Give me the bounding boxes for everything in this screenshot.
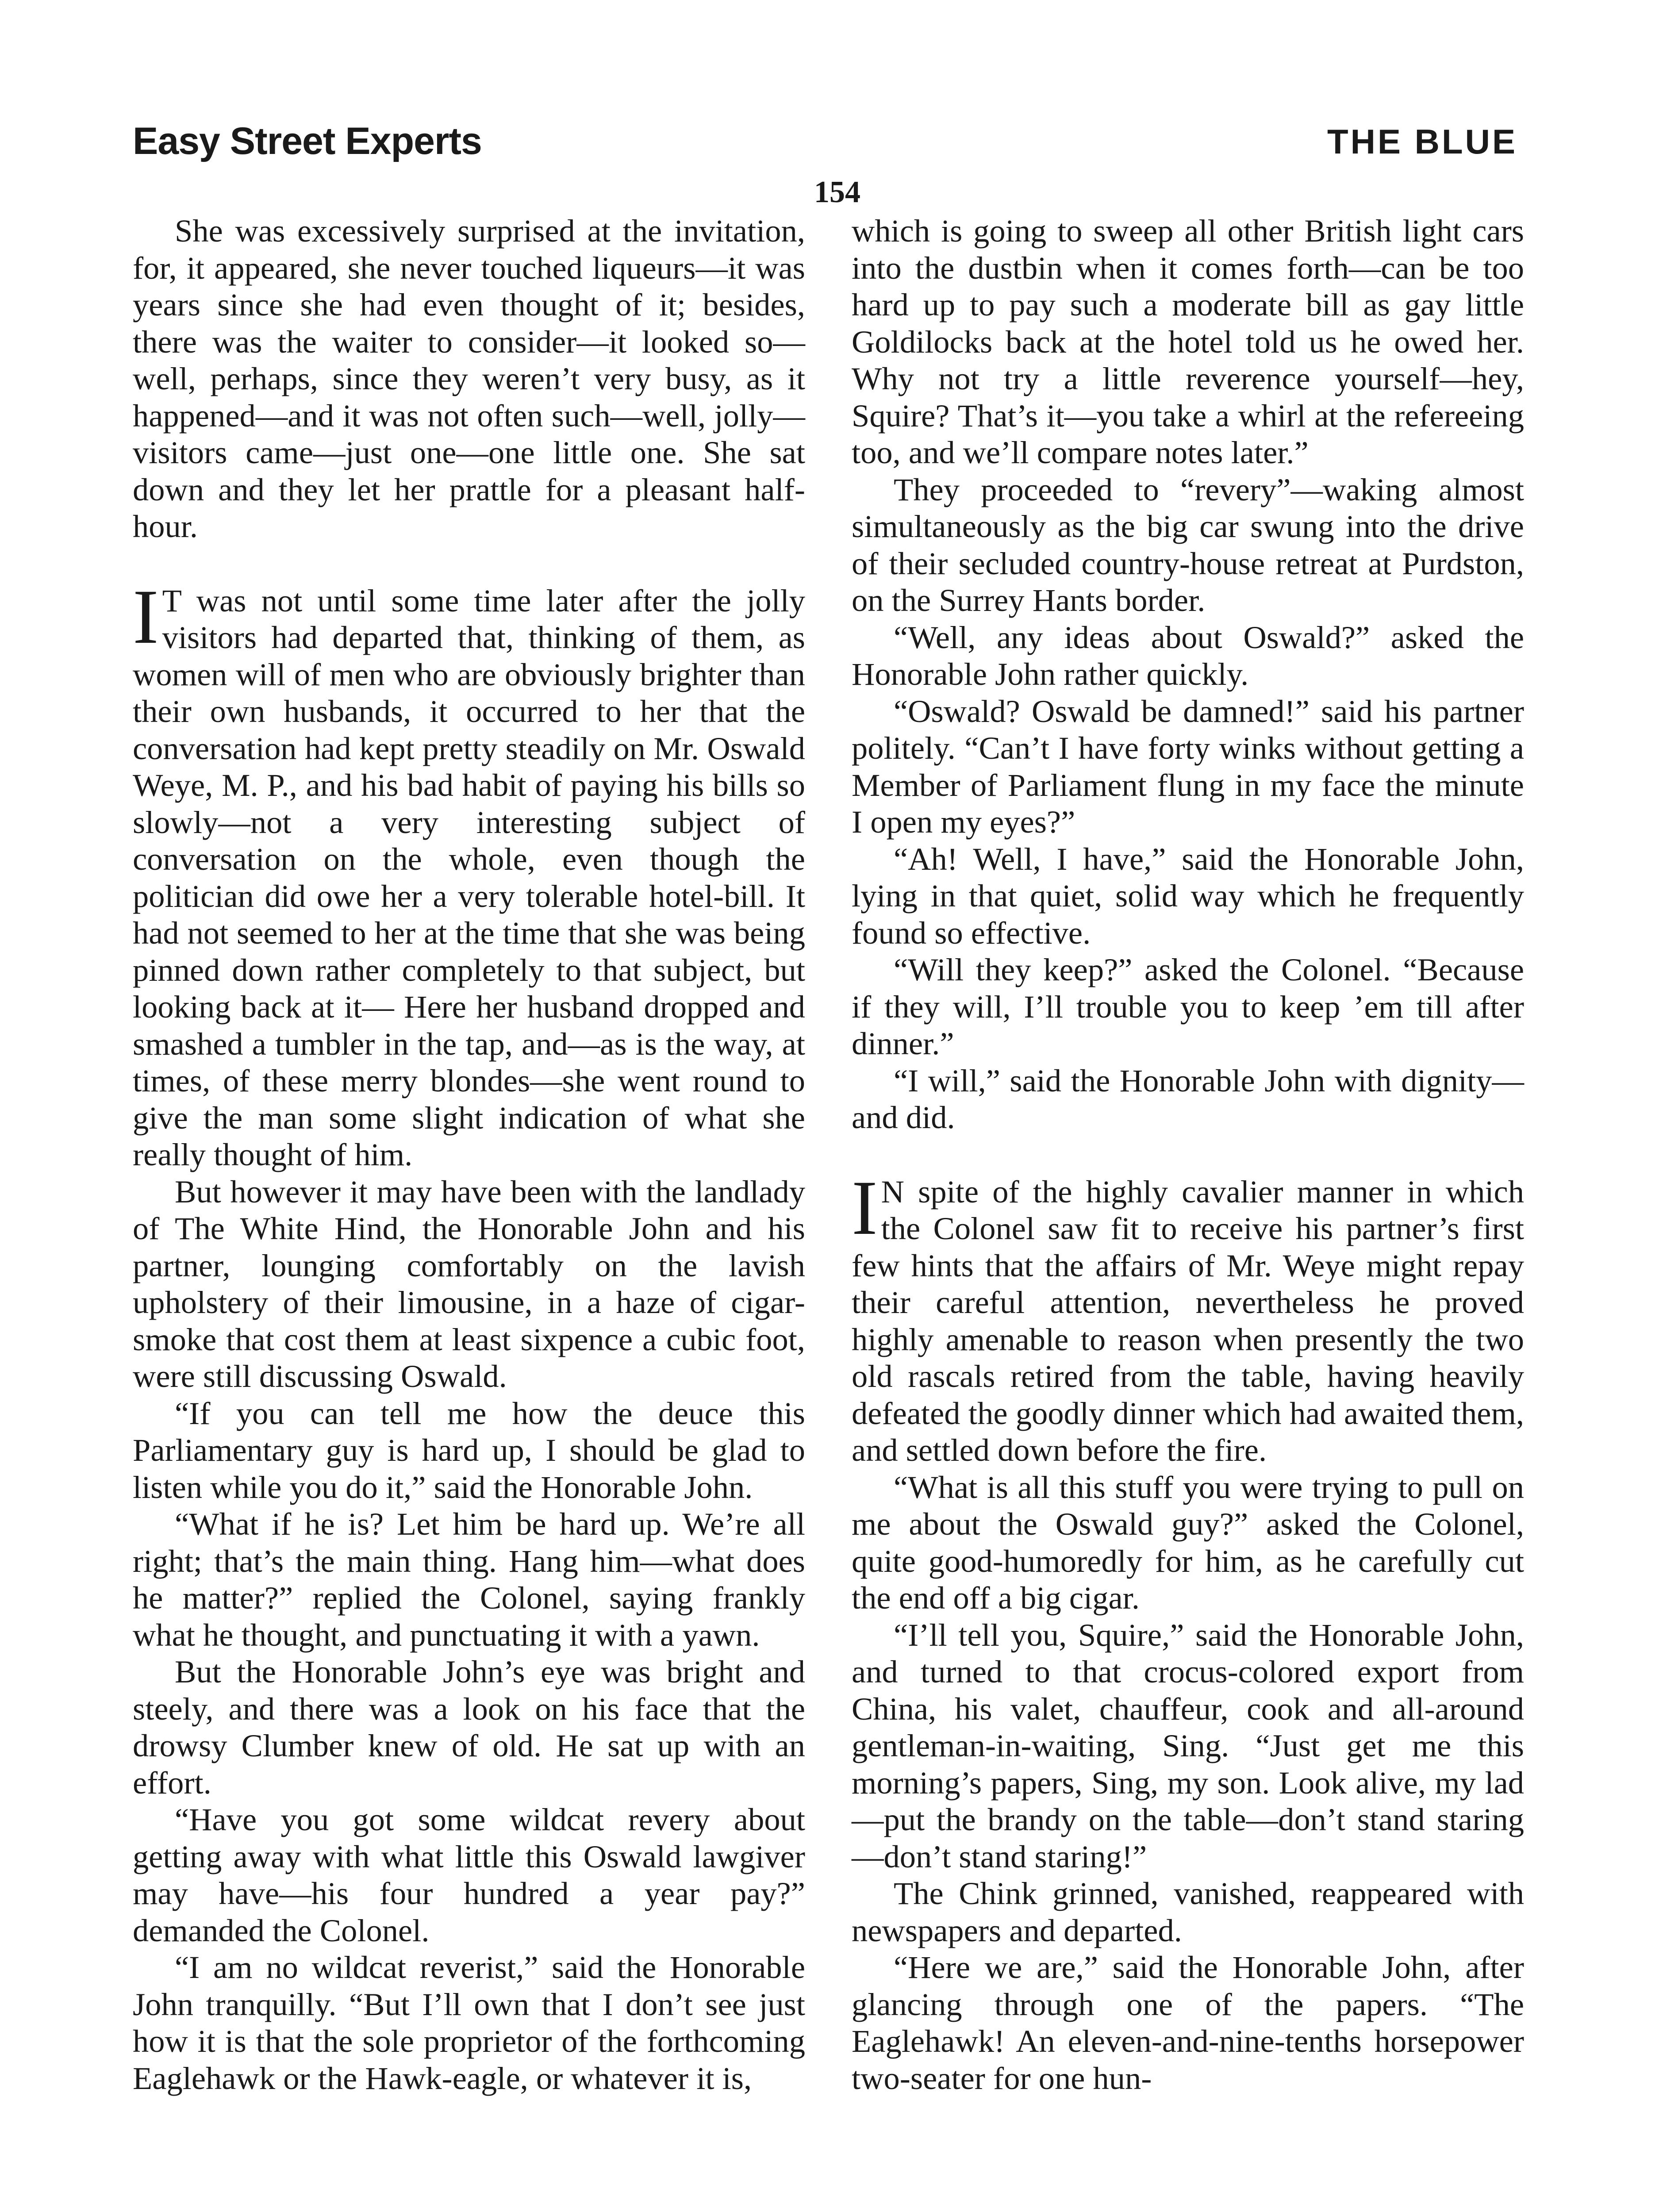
paragraph: “Oswald? Oswald be damned!” said his partner politely. “Can’t I have forty winks without getting a Member of Parliament flung in my face the minute I open my eyes?” (852, 693, 1524, 840)
paragraph: She was excessively surprised at the invitation, for, it appeared, she never touched liqueurs—it was years since she had even thought of it; besides, there was the waiter to consider—it looked so—well, perhaps, since they weren’t very busy, as it happened—and it was not often such—well, jolly—visitors came—just one—one little one. She sat down and they let her prattle for a pleasant half-hour. (133, 213, 805, 544)
paragraph-text: N spite of the highly cavalier manner in which the Colonel saw fit to receive his partner’s first few hints that the affairs of Mr. Weye might repay their careful attention, nevertheless he proved highly amenable to reason when presently the two old rascals retired from the table, having heavily defeated the goodly dinner which had awaited them, and settled down before the fire. (852, 1173, 1524, 1468)
running-title: Easy Street Experts (133, 120, 482, 162)
paragraph-text: T was not until some time later after the jolly visitors had departed that, thinking of them, as women will of men who are obviously brighter than their own husbands, it occurred to her that the conversation had kept pretty steadily on Mr. Oswald Weye, M. P., and his bad habit of paying his bills so slowly—not a very interesting subject of conversation on the whole, even though the politician did owe her a very tolerable hotel-bill. It had not seemed to her at the time that she was being pinned down rather completely to that subject, but looking back at it— Here her husband dropped and smashed a tumbler in the tap, and—as is the way, at times, of these merry blondes—she went round to give the man some slight indication of what she really thought of him. (133, 582, 805, 1172)
paragraph: “Well, any ideas about Oswald?” asked the Honorable John rather quickly. (852, 619, 1524, 692)
paragraph: “Here we are,” said the Honorable John, after glancing through one of the papers. “The Eaglehawk! An eleven-and-nine-tenths horsepower two-seater for one hun- (852, 1949, 1524, 2096)
paragraph: The Chink grinned, vanished, reappeared with newspapers and departed. (852, 1875, 1524, 1948)
paragraph: But however it may have been with the landlady of The White Hind, the Honorable John and his partner, lounging comfortably on the lavish upholstery of their limousine, in a haze of cigar-smoke that cost them at least sixpence a cubic foot, were still discussing Oswald. (133, 1173, 805, 1394)
paragraph-dropcap (133, 573, 805, 1173)
left-column (133, 212, 805, 2097)
paragraph: “Have you got some wildcat revery about getting away with what little this Oswald lawgiver may have—his four hundred a year pay?” demanded the Colonel. (133, 1801, 805, 1948)
drop-cap: I (852, 1164, 878, 1251)
paragraph: They proceeded to “revery”—waking almost simultaneously as the big car swung into the drive of their secluded country-house retreat at Purdston, on the Surrey Hants border. (852, 471, 1524, 618)
section-break (852, 1136, 1524, 1173)
paragraph-dropcap (852, 1164, 1524, 1469)
paragraph: “Ah! Well, I have,” said the Honorable John, lying in that quiet, solid way which he frequently found so effective. (852, 841, 1524, 951)
paragraph: But the Honorable John’s eye was bright and steely, and there was a look on his face that the drowsy Clumber knew of old. He sat up with an effort. (133, 1654, 805, 1801)
page-number: 154 (814, 175, 860, 209)
paragraph: “What is all this stuff you were trying to pull on me about the Oswald guy?” asked the Colonel, quite good-humoredly for him, as he carefully cut the end off a big cigar. (852, 1469, 1524, 1616)
drop-cap: I (133, 573, 159, 660)
right-column (852, 212, 1524, 2097)
paragraph: which is going to sweep all other British light cars into the dustbin when it comes forth—can be too hard up to pay such a moderate bill as gay little Goldilocks back at the hotel told us he owed her. Why not try a little reverence yourself—hey, Squire? That’s it—you take a whirl at the refereeing too, and we’ll compare notes later.” (852, 213, 1524, 470)
paragraph: “I will,” said the Honorable John with dignity—and did. (852, 1062, 1524, 1135)
paragraph: “I am no wildcat reverist,” said the Honorable John tranquilly. “But I’ll own that I don’t see just how it is that the sole proprietor of the forthcoming Eaglehawk or the Hawk-eagle, or whatever it is, (133, 1949, 805, 2096)
paragraph: “If you can tell me how the deuce this Parliamentary guy is hard up, I should be glad to listen while you do it,” said the Honorable John. (133, 1395, 805, 1505)
paragraph: “I’ll tell you, Squire,” said the Honorable John, and turned to that crocus-colored export from China, his valet, chauffeur, cook and all-around gentleman-in-waiting, Sing. “Just get me this morning’s papers, Sing, my son. Look alive, my lad—put the brandy on the table—don’t stand staring—don’t stand staring!” (852, 1617, 1524, 1874)
magazine-name: THE BLUE (1327, 122, 1517, 161)
section-break (133, 545, 805, 582)
paragraph: “Will they keep?” asked the Colonel. “Because if they will, I’ll trouble you to keep ’em till after dinner.” (852, 952, 1524, 1061)
paragraph: “What if he is? Let him be hard up. We’re all right; that’s the main thing. Hang him—what does he matter?” replied the Colonel, saying frankly what he thought, and punctuating it with a yawn. (133, 1506, 805, 1653)
